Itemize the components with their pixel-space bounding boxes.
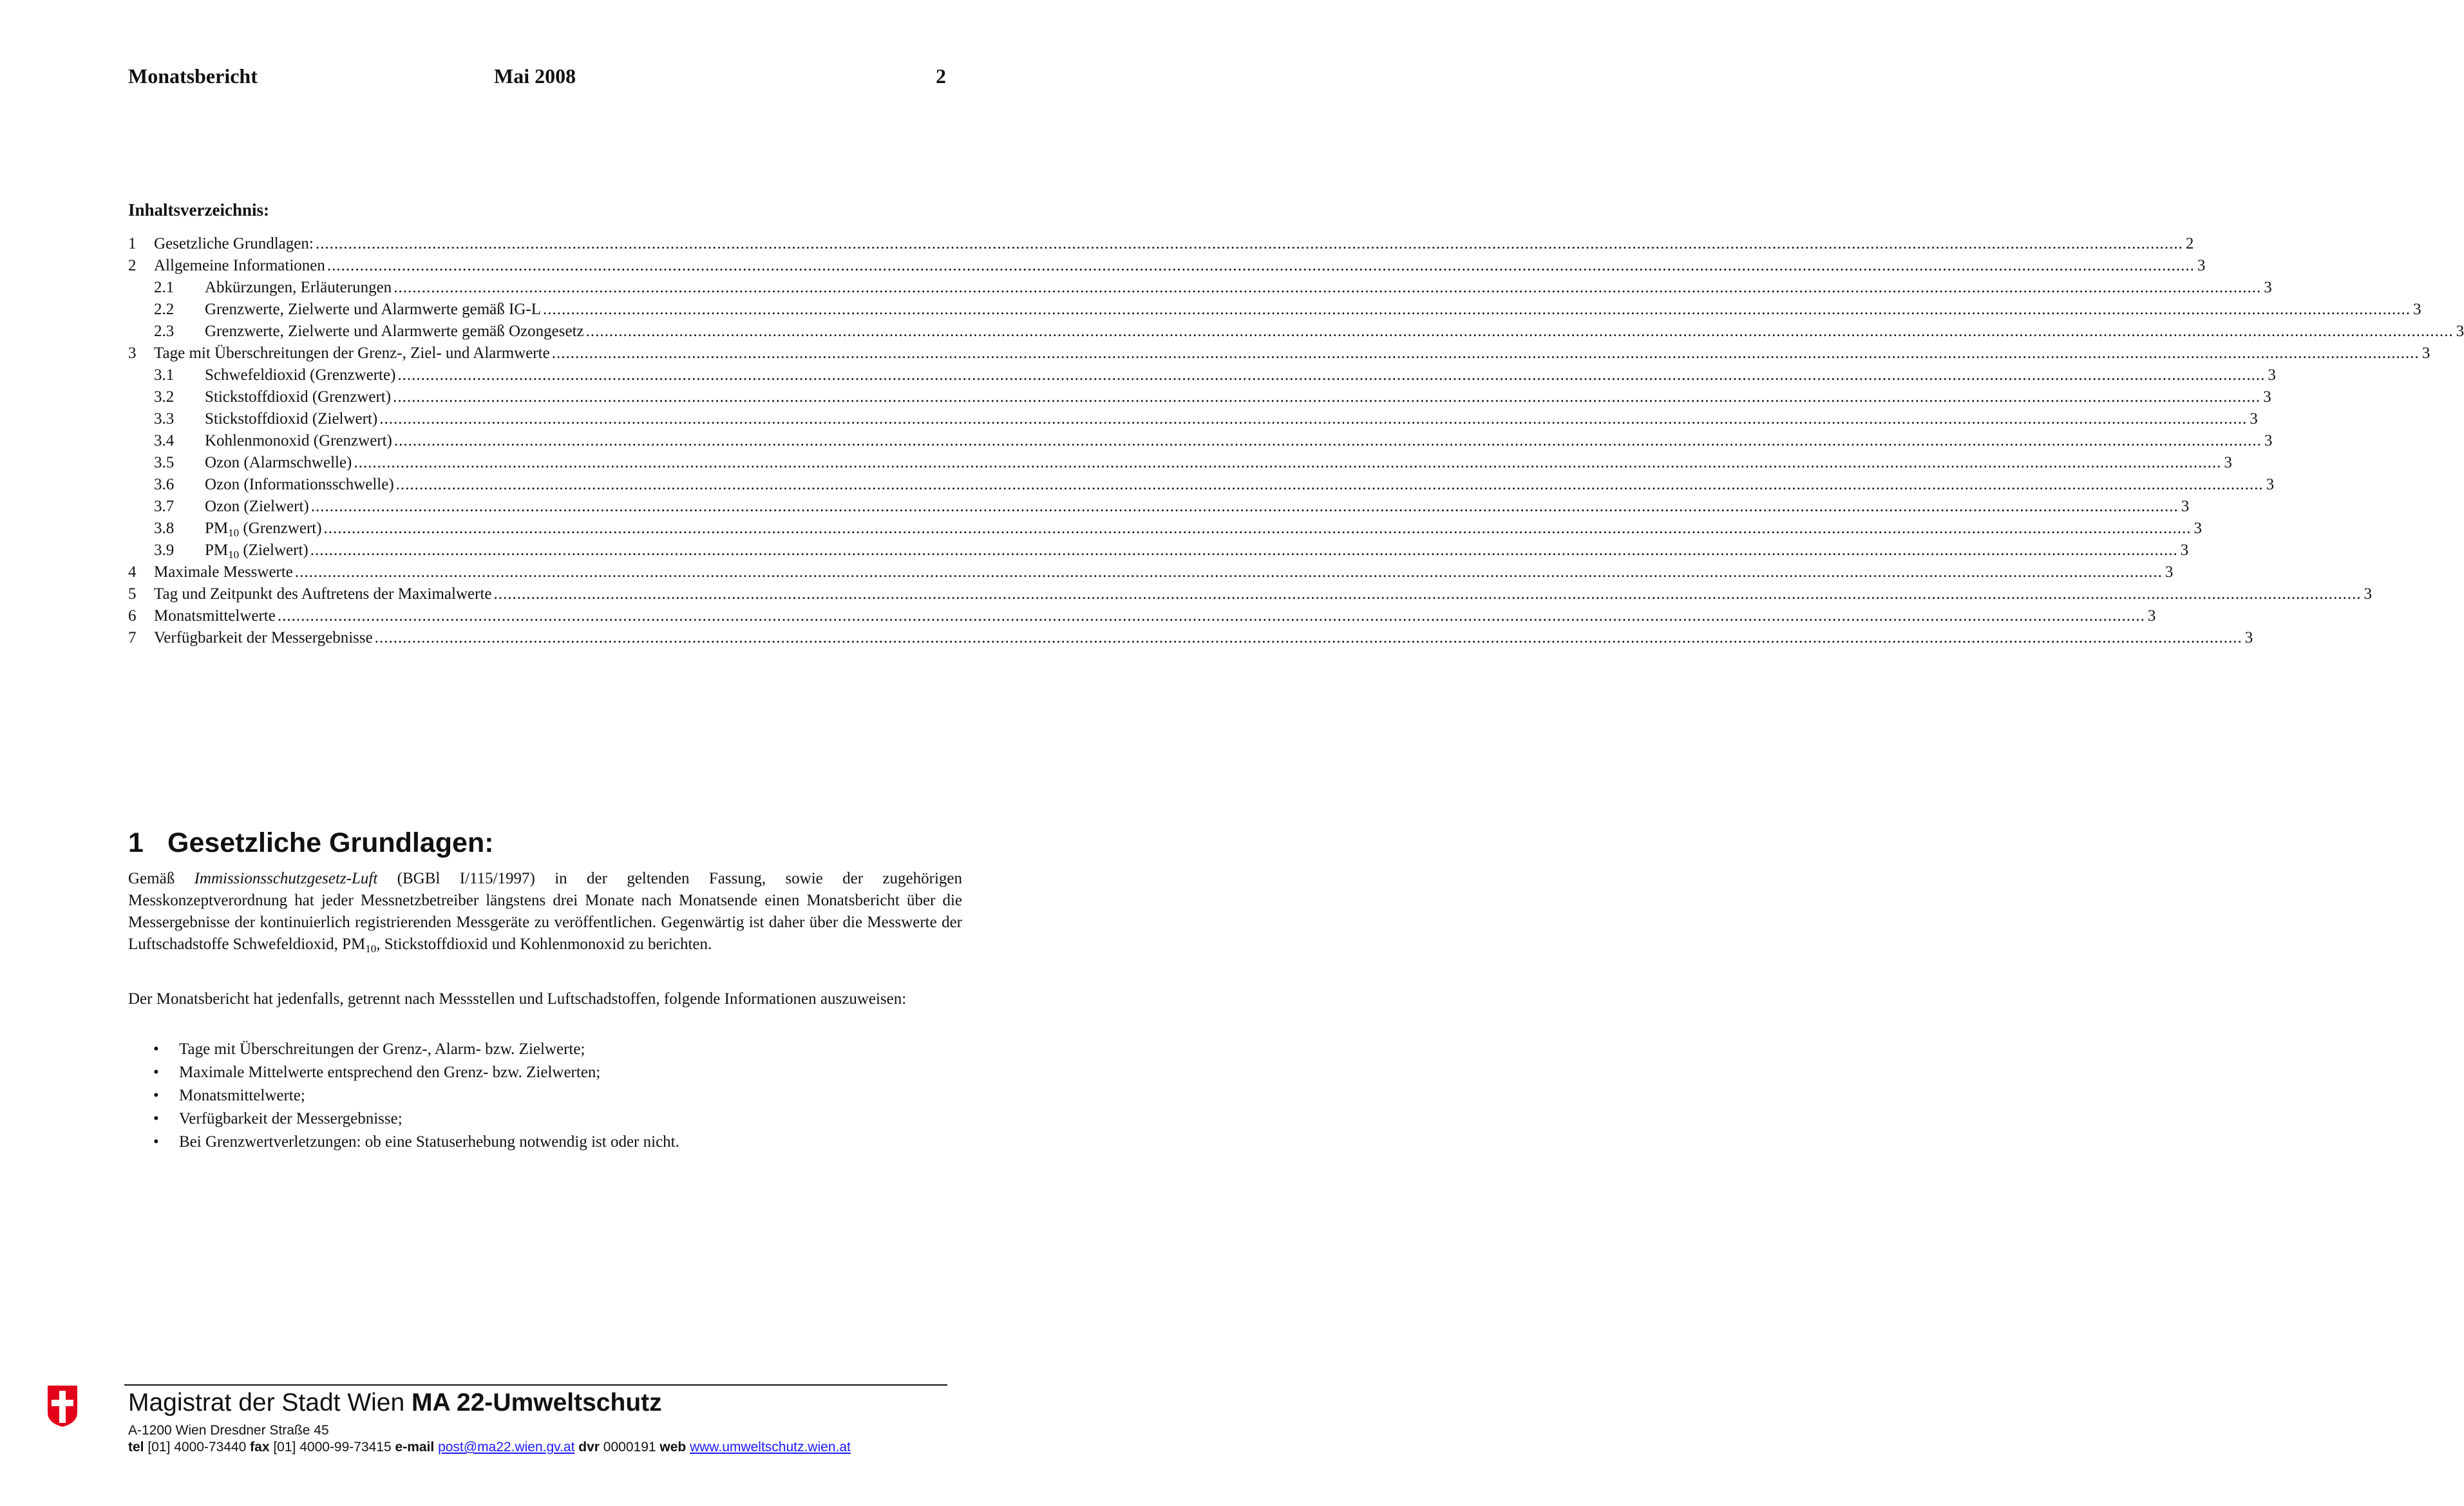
toc-entry-label: Ozon (Alarmschwelle) xyxy=(205,454,352,471)
toc-entry-page: 3 xyxy=(2194,520,2203,537)
toc-leader-dots: ................................................................................................................................................................................................................................................................................................................................................................................................................ xyxy=(393,388,2261,406)
toc-entry-number: 1 xyxy=(128,235,137,252)
toc-entry[interactable] xyxy=(128,430,2273,452)
footer-divider xyxy=(124,1384,947,1386)
page-header xyxy=(128,64,946,93)
toc-entry-label: $PM_{10}$ (Grenzwert) xyxy=(205,520,322,539)
toc-entry-number: 3 xyxy=(128,344,137,362)
toc-entry-label: Kohlenmonoxid (Grenzwert) xyxy=(205,432,392,449)
section-title: Gesetzliche Grundlagen: xyxy=(167,827,494,858)
toc-entry-number: 7 xyxy=(128,629,137,646)
toc-leader-dots: ................................................................................................................................................................................................................................................................................................................................................................................................................ xyxy=(379,410,2248,428)
toc-entry-label: Monatsmittelwerte xyxy=(154,607,276,625)
toc-entry-number: 6 xyxy=(128,607,137,625)
paragraph-report-contents: Der Monatsbericht hat jedenfalls, getrennt nach Messstellen und Luftschadstoffen, folgende Informationen auszuweisen: xyxy=(128,990,907,1008)
toc-leader-dots: ................................................................................................................................................................................................................................................................................................................................................................................................................ xyxy=(551,344,2420,362)
toc-entry[interactable] xyxy=(128,364,2276,386)
paragraph-legal-basis: Gemäß Immissionsschutzgesetz-Luft (BGBl I/115/1997) in der geltenden Fassung, sowie der zugehörigen Messkonzeptverordnung hat jeder Messnetzbetreiber längstens drei Monate nach Monatsende einen Monatsbericht über die Messergebnisse der kontinuierlich registrierenden Messgeräte zu veröffentlichen. Gegenwärtig ist daher über die Messwerte der Luftschadstoffe Schwefeldioxid, $PM_{10}$, Stickstoffdioxid und Kohlenmonoxid zu berichten. xyxy=(128,870,962,955)
toc-entry-label: Tag und Zeitpunkt des Auftretens der Maximalwerte xyxy=(154,585,492,603)
toc-entry[interactable] xyxy=(128,540,2189,561)
toc-entry-label: $PM_{10}$ (Zielwert) xyxy=(205,541,308,561)
toc-leader-dots: ................................................................................................................................................................................................................................................................................................................................................................................................................ xyxy=(397,366,2266,384)
list-item-text: Maximale Mittelwerte entsprechend den Grenz- bzw. Zielwerten; xyxy=(179,1064,601,1081)
toc-entry-page: 3 xyxy=(2224,454,2232,471)
toc-entry-label: Verfügbarkeit der Messergebnisse xyxy=(154,629,373,646)
law-name: Immissionsschutzgesetz-Luft xyxy=(194,870,378,887)
toc-entry-page: 3 xyxy=(2413,301,2421,318)
toc-entry[interactable] xyxy=(128,255,2206,277)
toc-leader-dots: ................................................................................................................................................................................................................................................................................................................................................................................................................ xyxy=(493,585,2362,603)
toc-entry-page: 3 xyxy=(2165,563,2174,581)
toc-entry-page: 3 xyxy=(2264,279,2272,296)
list-item-text: Tage mit Überschreitungen der Grenz-, Alarm- bzw. Zielwerte; xyxy=(179,1040,585,1058)
toc-leader-dots: ................................................................................................................................................................................................................................................................................................................................................................................................................ xyxy=(277,607,2145,625)
toc-entry-label: Ozon (Zielwert) xyxy=(205,498,309,515)
list-item xyxy=(128,1107,946,1131)
toc-entry-page: 3 xyxy=(2197,257,2206,274)
page-number: 2 xyxy=(936,64,946,88)
toc-entry-label: Gesetzliche Grundlagen: xyxy=(154,235,314,252)
toc-entry-label: Ozon (Informationsschwelle) xyxy=(205,476,394,493)
toc-leader-dots: ................................................................................................................................................................................................................................................................................................................................................................................................................ xyxy=(310,541,2178,559)
toc-entry-number: 4 xyxy=(128,563,137,581)
toc-leader-dots: ................................................................................................................................................................................................................................................................................................................................................................................................................ xyxy=(393,279,2262,296)
bullet-icon: • xyxy=(153,1087,159,1104)
toc-entry-number: 2.2 xyxy=(154,301,175,318)
toc-entry[interactable] xyxy=(128,452,2232,474)
toc-entry-label: Tage mit Überschreitungen der Grenz-, Ziel- und Alarmwerte xyxy=(154,344,550,362)
report-month: Mai 2008 xyxy=(494,64,576,88)
toc-leader-dots: ................................................................................................................................................................................................................................................................................................................................................................................................................ xyxy=(393,432,2262,449)
toc-entry-number: 2.1 xyxy=(154,279,175,296)
toc-entry-label: Stickstoffdioxid (Zielwert) xyxy=(205,410,378,428)
toc-entry-number: 2.3 xyxy=(154,323,175,340)
toc-entry-number: 3.4 xyxy=(154,432,175,449)
toc-entry[interactable] xyxy=(128,474,2275,496)
bullet-icon: • xyxy=(153,1040,159,1058)
toc-entry-number: 5 xyxy=(128,585,137,603)
toc-leader-dots: ................................................................................................................................................................................................................................................................................................................................................................................................................ xyxy=(327,257,2195,274)
toc-leader-dots: ................................................................................................................................................................................................................................................................................................................................................................................................................ xyxy=(585,323,2454,340)
toc-leader-dots: ................................................................................................................................................................................................................................................................................................................................................................................................................ xyxy=(543,301,2411,318)
toc-entry[interactable] xyxy=(128,386,2271,408)
toc-entry-number: 3.6 xyxy=(154,476,175,493)
toc-entry-number: 3.2 xyxy=(154,388,175,406)
fax-number: [01] 4000-99-73415 xyxy=(269,1440,395,1454)
toc-entry[interactable] xyxy=(128,299,2421,321)
toc-entry-page: 3 xyxy=(2244,629,2253,646)
toc-entry[interactable] xyxy=(128,561,2174,583)
table-of-contents xyxy=(128,233,2464,649)
toc-entry-page: 3 xyxy=(2180,541,2189,559)
phone-number: [01] 4000-73440 xyxy=(144,1440,251,1454)
toc-entry[interactable] xyxy=(128,343,2431,364)
toc-entry-number: 3.7 xyxy=(154,498,175,515)
toc-entry-number: 3.5 xyxy=(154,454,175,471)
toc-entry[interactable] xyxy=(128,408,2258,430)
toc-entry[interactable] xyxy=(128,605,2156,627)
toc-entry-label: Allgemeine Informationen xyxy=(154,257,325,274)
section-number: 1 xyxy=(128,827,144,858)
toc-entry-page: 3 xyxy=(2264,432,2273,449)
toc-entry-page: 3 xyxy=(2250,410,2258,428)
toc-entry[interactable] xyxy=(128,233,2194,255)
list-item xyxy=(128,1061,946,1084)
toc-entry-page: 3 xyxy=(2421,344,2431,362)
toc-leader-dots: ................................................................................................................................................................................................................................................................................................................................................................................................................ xyxy=(395,476,2264,493)
footer-title: Magistrat der Stadt Wien MA 22-Umweltschutz xyxy=(128,1389,662,1417)
bullet-icon: • xyxy=(153,1110,159,1127)
toc-entry[interactable] xyxy=(128,321,2464,343)
toc-entry-label: Schwefeldioxid (Grenzwerte) xyxy=(205,366,396,384)
toc-entry[interactable] xyxy=(128,496,2190,518)
toc-leader-dots: ................................................................................................................................................................................................................................................................................................................................................................................................................ xyxy=(354,454,2222,471)
toc-entry-page: 3 xyxy=(2268,366,2276,384)
toc-entry-page: 2 xyxy=(2185,235,2194,252)
toc-entry-page: 3 xyxy=(2456,323,2464,340)
toc-leader-dots: ................................................................................................................................................................................................................................................................................................................................................................................................................ xyxy=(294,563,2163,581)
toc-entry-label: Maximale Messwerte xyxy=(154,563,293,581)
toc-entry[interactable] xyxy=(128,518,2203,540)
toc-leader-dots: ................................................................................................................................................................................................................................................................................................................................................................................................................ xyxy=(310,498,2179,515)
list-item xyxy=(128,1084,946,1107)
toc-entry-page: 3 xyxy=(2263,388,2271,406)
report-type: Monatsbericht xyxy=(128,64,258,88)
department-name: MA 22-Umweltschutz xyxy=(412,1389,662,1417)
toc-entry[interactable] xyxy=(128,583,2372,605)
bullet-icon: • xyxy=(153,1133,159,1151)
toc-entry-page: 3 xyxy=(2181,498,2190,515)
toc-entry-page: 3 xyxy=(2364,585,2372,603)
toc-entry[interactable] xyxy=(128,627,2253,649)
toc-entry-page: 3 xyxy=(2147,607,2156,625)
vienna-coat-of-arms-icon xyxy=(46,1384,79,1428)
toc-title: Inhaltsverzeichnis: xyxy=(128,200,269,220)
footer-contact: tel [01] 4000-73440 fax [01] 4000-99-73415 e-mail post@ma22.wien.gv.at dvr 0000191 web www.umweltschutz.wien.at xyxy=(128,1440,851,1454)
toc-entry-label: Grenzwerte, Zielwerte und Alarmwerte gemäß Ozongesetz xyxy=(205,323,584,340)
email-link[interactable]: post@ma22.wien.gv.at xyxy=(438,1440,575,1454)
footer-address: A-1200 Wien Dresdner Straße 45 xyxy=(128,1423,329,1438)
toc-leader-dots: ................................................................................................................................................................................................................................................................................................................................................................................................................ xyxy=(323,520,2192,537)
section-heading xyxy=(128,827,494,859)
toc-leader-dots: ................................................................................................................................................................................................................................................................................................................................................................................................................ xyxy=(315,235,2183,252)
list-item-text: Bei Grenzwertverletzungen: ob eine Statuserhebung notwendig ist oder nicht. xyxy=(179,1133,679,1151)
toc-entry-number: 2 xyxy=(128,257,137,274)
bullet-icon: • xyxy=(153,1064,159,1081)
list-item xyxy=(128,1131,946,1154)
toc-entry-number: 3.9 xyxy=(154,541,175,559)
list-item-text: Monatsmittelwerte; xyxy=(179,1087,305,1104)
toc-entry-number: 3.8 xyxy=(154,520,175,537)
toc-entry[interactable] xyxy=(128,277,2272,299)
toc-entry-label: Abkürzungen, Erläuterungen xyxy=(205,279,392,296)
bullet-list xyxy=(128,1038,946,1154)
toc-entry-number: 3.3 xyxy=(154,410,175,428)
toc-entry-page: 3 xyxy=(2266,476,2275,493)
list-item-text: Verfügbarkeit der Messergebnisse; xyxy=(179,1110,403,1127)
toc-entry-label: Grenzwerte, Zielwerte und Alarmwerte gemäß IG-L xyxy=(205,301,541,318)
toc-entry-number: 3.1 xyxy=(154,366,175,384)
list-item xyxy=(128,1038,946,1061)
toc-leader-dots: ................................................................................................................................................................................................................................................................................................................................................................................................................ xyxy=(374,629,2242,646)
dvr-number: 0000191 xyxy=(599,1440,660,1454)
web-link[interactable]: www.umweltschutz.wien.at xyxy=(690,1440,851,1454)
toc-entry-label: Stickstoffdioxid (Grenzwert) xyxy=(205,388,392,406)
